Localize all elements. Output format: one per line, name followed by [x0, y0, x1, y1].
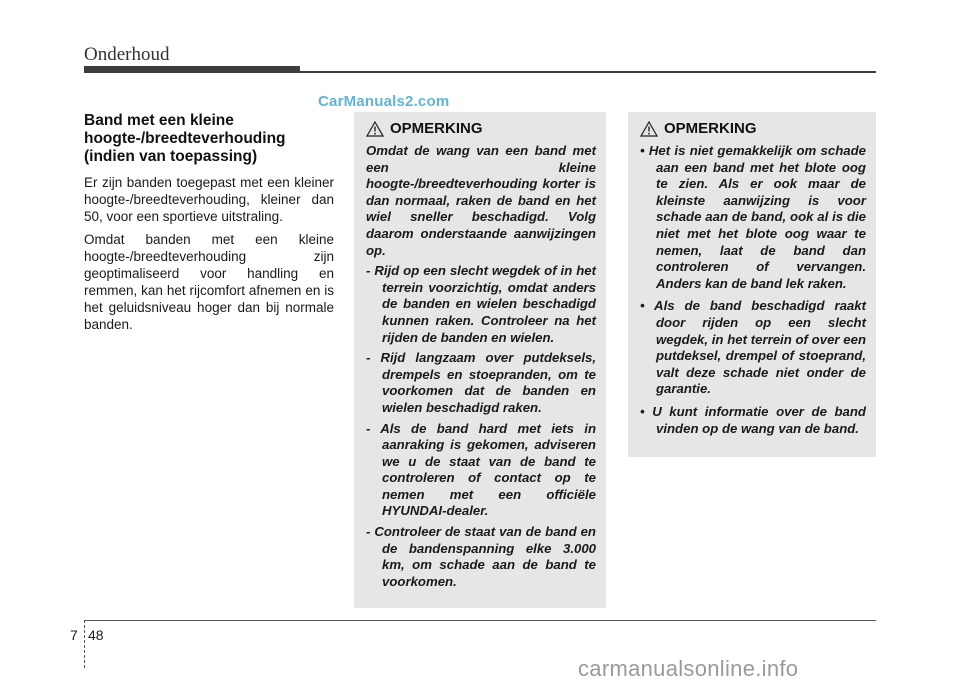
note-item: - Als de band hard met iets in aanraking is gekomen, adviseren we u de staat van de band te controleren of contact op te nemen met een officiële HYUNDAI-dealer.	[366, 420, 596, 519]
note-item: - Rijd langzaam over putdeksels, drempels en stoepranden, om te voorkomen dat de banden en wielen beschadigd raken.	[366, 350, 596, 415]
note-item: • Het is niet gemakkelijk om schade aan een band met het blote oog te zien. Als er ook maar de kleinste aanwijzing is voor schade aan de band, ook al is die niet met het blote oog waar te nemen, laat de band dan controleren of vervangen. Anders kan de band lek raken.	[640, 143, 866, 291]
note-item: - Controleer de staat van de band en de bandenspanning elke 3.000 km, om schade aan de band te voorkomen.	[366, 524, 596, 589]
note-box-2	[628, 112, 876, 457]
note-list	[640, 143, 866, 437]
section-paragraph: Omdat banden met een kleine hoogte-/breedteverhouding zijn geoptimaliseerd voor handling en remmen, kan het rijcomfort afnemen en is het geluidsniveau hoger dan bij normale banden.	[84, 232, 334, 332]
watermark-top: CarManuals2.com	[318, 93, 450, 110]
section-heading: Band met een kleine hoogte-/breedteverhouding (indien van toepassing)	[84, 112, 286, 165]
note-list	[366, 263, 596, 590]
warning-triangle-icon	[640, 121, 658, 137]
note-item: • U kunt informatie over de band vinden op de wang van de band.	[640, 403, 866, 436]
note-title: OPMERKING	[390, 120, 483, 137]
note-header	[366, 120, 596, 137]
note-box-1	[354, 112, 606, 608]
note-title: OPMERKING	[664, 120, 757, 137]
section-paragraph: Er zijn banden toegepast met een kleiner hoogte-/breedteverhouding, kleiner dan 50, voor een sportieve uitstraling.	[84, 175, 334, 224]
page-header-title: Onderhoud	[84, 44, 170, 65]
header-rule-thin	[300, 71, 876, 73]
watermark-bottom: carmanualsonline.info	[578, 656, 799, 681]
footer-rule	[84, 620, 876, 621]
note-item: • Als de band beschadigd raakt door rijden op een slecht wegdek, in het terrein of over een putdeksel, drempel of stoeprand, valt deze schade niet onder de garantie.	[640, 298, 866, 397]
section-number: 7	[70, 627, 78, 643]
page-number: 48	[88, 627, 104, 643]
note-intro: Omdat de wang van een band met een kleine hoogte-/breedteverhouding korter is dan normaal, raken de band en het wiel sneller beschadigd. Volg daarom onderstaande aanwijzingen op.	[366, 143, 596, 258]
warning-triangle-icon	[366, 121, 384, 137]
note-item: - Rijd op een slecht wegdek of in het terrein voorzichtig, omdat anders de banden en wielen beschadigd kunnen raken. Controleer na het rijden de banden en wielen.	[366, 263, 596, 345]
main-column	[84, 112, 334, 339]
footer-divider	[84, 620, 86, 668]
header-rule-thick	[84, 66, 300, 73]
note-header	[640, 120, 866, 137]
